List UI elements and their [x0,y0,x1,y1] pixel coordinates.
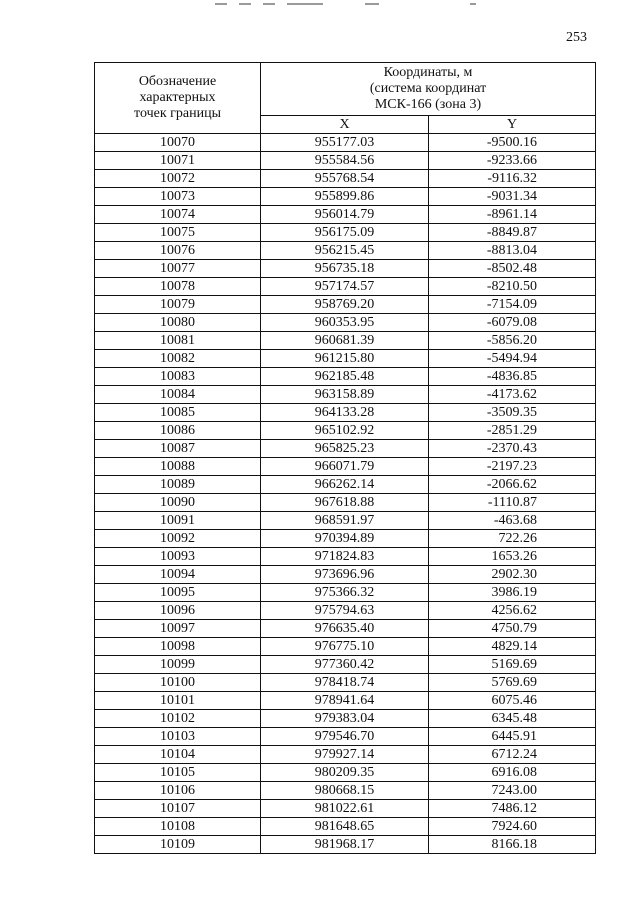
x-cell: 978418.74 [261,674,429,692]
point-cell: 10077 [95,260,261,278]
table-row [95,296,596,314]
x-cell: 967618.88 [261,494,429,512]
point-cell: 10083 [95,368,261,386]
point-header-line: характерных [139,90,216,105]
point-cell: 10076 [95,242,261,260]
y-cell: 6445.91 [429,728,596,746]
x-cell: 976635.40 [261,620,429,638]
table-row [95,368,596,386]
y-cell: -9031.34 [429,188,596,206]
coords-header-line: МСК-166 (зона 3) [374,97,482,112]
table-row [95,206,596,224]
point-cell: 10098 [95,638,261,656]
x-cell: 968591.97 [261,512,429,530]
table-row [95,422,596,440]
table-row [95,458,596,476]
point-cell: 10074 [95,206,261,224]
table-row [95,638,596,656]
point-cell: 10078 [95,278,261,296]
x-cell: 957174.57 [261,278,429,296]
point-header-line: точек границы [134,106,221,121]
x-cell: 979546.70 [261,728,429,746]
table-row [95,746,596,764]
table-row [95,710,596,728]
point-cell: 10085 [95,404,261,422]
point-cell: 10086 [95,422,261,440]
point-cell: 10103 [95,728,261,746]
point-cell: 10075 [95,224,261,242]
y-cell: -2066.62 [429,476,596,494]
point-cell: 10082 [95,350,261,368]
point-cell: 10080 [95,314,261,332]
point-cell: 10070 [95,134,261,152]
point-cell: 10092 [95,530,261,548]
table-row [95,170,596,188]
y-cell: 7243.00 [429,782,596,800]
y-cell: 8166.18 [429,836,596,854]
y-cell: 4829.14 [429,638,596,656]
y-cell: -8849.87 [429,224,596,242]
table-row [95,512,596,530]
y-cell: -8210.50 [429,278,596,296]
y-cell: -463.68 [429,512,596,530]
table-row [95,350,596,368]
coords-header-line: (система координат [369,81,487,96]
y-cell: 7486.12 [429,800,596,818]
y-cell: -9233.66 [429,152,596,170]
table-row [95,692,596,710]
point-cell: 10108 [95,818,261,836]
point-cell: 10109 [95,836,261,854]
y-cell: 6075.46 [429,692,596,710]
point-cell: 10102 [95,710,261,728]
x-cell: 956014.79 [261,206,429,224]
point-cell: 10089 [95,476,261,494]
y-cell: 4256.62 [429,602,596,620]
y-cell: -5856.20 [429,332,596,350]
y-cell: 7924.60 [429,818,596,836]
coords-header-line: Координаты, м [383,65,473,80]
point-cell: 10073 [95,188,261,206]
x-cell: 962185.48 [261,368,429,386]
table-row [95,404,596,422]
point-cell: 10096 [95,602,261,620]
x-cell: 966071.79 [261,458,429,476]
x-cell: 956175.09 [261,224,429,242]
table-row [95,584,596,602]
table-row [95,674,596,692]
point-cell: 10107 [95,800,261,818]
y-cell: -2851.29 [429,422,596,440]
y-cell: 3986.19 [429,584,596,602]
table-row [95,818,596,836]
point-cell: 10106 [95,782,261,800]
table-row [95,782,596,800]
x-cell: 961215.80 [261,350,429,368]
point-cell: 10100 [95,674,261,692]
x-cell: 963158.89 [261,386,429,404]
point-cell: 10094 [95,566,261,584]
page-number: 253 [566,30,587,45]
point-cell: 10097 [95,620,261,638]
point-cell: 10091 [95,512,261,530]
y-cell: 2902.30 [429,566,596,584]
y-cell: -4836.85 [429,368,596,386]
point-cell: 10084 [95,386,261,404]
x-cell: 973696.96 [261,566,429,584]
point-cell: 10090 [95,494,261,512]
point-designation-header [95,63,261,134]
table-row [95,656,596,674]
x-cell: 964133.28 [261,404,429,422]
point-cell: 10104 [95,746,261,764]
table-row [95,530,596,548]
x-cell: 981968.17 [261,836,429,854]
x-cell: 965825.23 [261,440,429,458]
y-cell: -2197.23 [429,458,596,476]
y-cell: -2370.43 [429,440,596,458]
x-cell: 955899.86 [261,188,429,206]
y-cell: -1110.87 [429,494,596,512]
x-cell: 965102.92 [261,422,429,440]
table-row [95,242,596,260]
table-row [95,728,596,746]
x-cell: 978941.64 [261,692,429,710]
y-cell: 722.26 [429,530,596,548]
table-row [95,602,596,620]
x-cell: 976775.10 [261,638,429,656]
y-cell: 6916.08 [429,764,596,782]
y-cell: -7154.09 [429,296,596,314]
x-cell: 981022.61 [261,800,429,818]
table-row [95,764,596,782]
coordinates-table [94,62,596,854]
point-cell: 10071 [95,152,261,170]
x-cell: 960681.39 [261,332,429,350]
table-row [95,548,596,566]
x-cell: 956735.18 [261,260,429,278]
x-cell: 979927.14 [261,746,429,764]
y-cell: 6712.24 [429,746,596,764]
coordinates-header [261,63,596,116]
y-cell: 5169.69 [429,656,596,674]
x-cell: 980209.35 [261,764,429,782]
point-header-line: Обозначение [138,74,217,89]
table-row [95,224,596,242]
table-row [95,260,596,278]
table-row [95,620,596,638]
y-cell: -4173.62 [429,386,596,404]
x-cell: 981648.65 [261,818,429,836]
y-cell: -3509.35 [429,404,596,422]
x-cell: 960353.95 [261,314,429,332]
y-cell: -5494.94 [429,350,596,368]
table-row [95,566,596,584]
point-cell: 10095 [95,584,261,602]
x-cell: 970394.89 [261,530,429,548]
point-cell: 10079 [95,296,261,314]
table-row [95,188,596,206]
table-row [95,836,596,854]
table-row [95,476,596,494]
x-column-header: X [261,116,429,134]
y-cell: 6345.48 [429,710,596,728]
table-row [95,152,596,170]
x-cell: 956215.45 [261,242,429,260]
x-cell: 975366.32 [261,584,429,602]
y-column-header: Y [429,116,596,134]
table-row [95,494,596,512]
x-cell: 955584.56 [261,152,429,170]
y-cell: 5769.69 [429,674,596,692]
table-row [95,800,596,818]
y-cell: 1653.26 [429,548,596,566]
point-cell: 10101 [95,692,261,710]
x-cell: 966262.14 [261,476,429,494]
table-row [95,332,596,350]
table-row [95,386,596,404]
point-cell: 10105 [95,764,261,782]
x-cell: 971824.83 [261,548,429,566]
point-cell: 10093 [95,548,261,566]
x-cell: 979383.04 [261,710,429,728]
point-cell: 10088 [95,458,261,476]
table-header [95,63,596,134]
y-cell: -8502.48 [429,260,596,278]
point-cell: 10081 [95,332,261,350]
y-cell: 4750.79 [429,620,596,638]
x-cell: 955177.03 [261,134,429,152]
y-cell: -9500.16 [429,134,596,152]
table-row [95,440,596,458]
x-cell: 958769.20 [261,296,429,314]
x-cell: 980668.15 [261,782,429,800]
table-row [95,134,596,152]
table-row [95,278,596,296]
y-cell: -9116.32 [429,170,596,188]
x-cell: 977360.42 [261,656,429,674]
table-row [95,314,596,332]
y-cell: -6079.08 [429,314,596,332]
point-cell: 10087 [95,440,261,458]
x-cell: 955768.54 [261,170,429,188]
x-cell: 975794.63 [261,602,429,620]
table-body [95,134,596,854]
scan-top-artifact [215,3,485,6]
y-cell: -8961.14 [429,206,596,224]
point-cell: 10099 [95,656,261,674]
y-cell: -8813.04 [429,242,596,260]
point-cell: 10072 [95,170,261,188]
